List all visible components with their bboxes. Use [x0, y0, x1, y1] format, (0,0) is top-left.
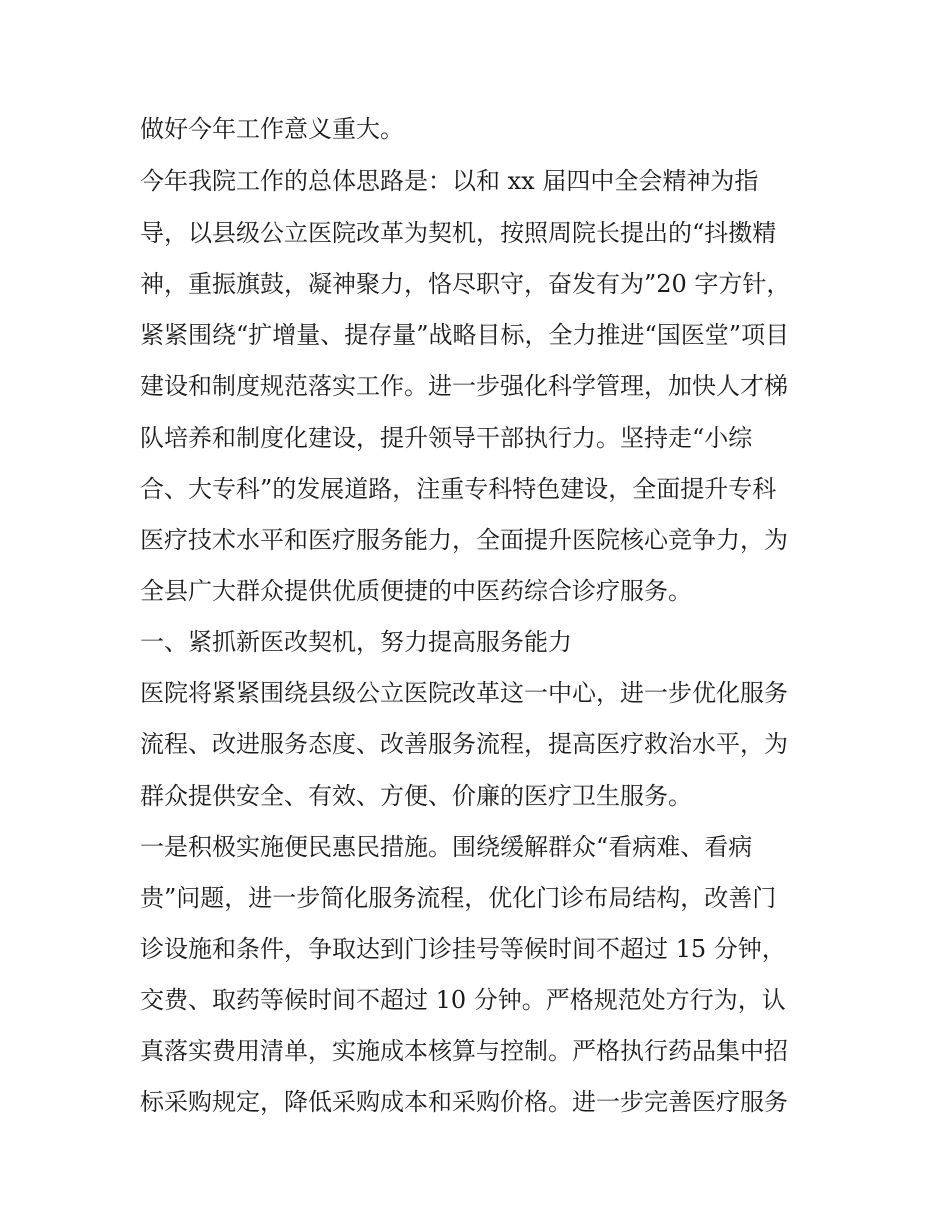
text-line: 医院将紧紧围绕县级公立医院改革这一中心，进一步优化服务 [140, 679, 788, 707]
text-line: 全县广大群众提供优质便捷的中医药综合诊疗服务。 [140, 577, 692, 605]
text-line: 医疗技术水平和医疗服务能力，全面提升医院核心竞争力，为 [140, 526, 788, 554]
text-line: 队培养和制度化建设，提升领导干部执行力。坚持走“小综 [140, 424, 753, 452]
text-line: 神，重振旗鼓，凝神聚力，恪尽职守，奋发有为”20 字方针， [140, 270, 791, 298]
text-line: 今年我院工作的总体思路是：以和 xx 届四中全会精神为指 [140, 167, 759, 195]
text-line: 群众提供安全、有效、方便、价廉的医疗卫生服务。 [140, 782, 692, 810]
text-line: 流程、改进服务态度、改善服务流程，提高医疗救治水平，为 [140, 730, 788, 758]
text-line: 交费、取药等候时间不超过 10 分钟。严格规范处方行为，认 [140, 986, 786, 1014]
text-line: 诊设施和条件，争取达到门诊挂号等候时间不超过 15 分钟， [140, 935, 786, 963]
text-line: 一是积极实施便民惠民措施。围绕缓解群众“看病难、看病 [140, 833, 753, 861]
text-line: 导，以县级公立医院改革为契机，按照周院长提出的“抖擞精 [140, 219, 777, 247]
text-line: 标采购规定，降低采购成本和采购价格。进一步完善医疗服务 [140, 1088, 788, 1116]
text-line: 紧紧围绕“扩增量、提存量”战略目标，全力推进“国医堂”项目 [140, 321, 790, 349]
section-heading: 一、紧抓新医改契机，努力提高服务能力 [140, 628, 572, 656]
text-line: 合、大专科”的发展道路，注重专科特色建设，全面提升专科 [140, 475, 777, 503]
text-line: 做好今年工作意义重大。 [140, 115, 404, 143]
text-line: 贵”问题，进一步简化服务流程，优化门诊布局结构，改善门 [140, 884, 777, 912]
text-line: 建设和制度规范落实工作。进一步强化科学管理，加快人才梯 [140, 372, 788, 400]
text-line: 真落实费用清单，实施成本核算与控制。严格执行药品集中招 [140, 1037, 788, 1065]
